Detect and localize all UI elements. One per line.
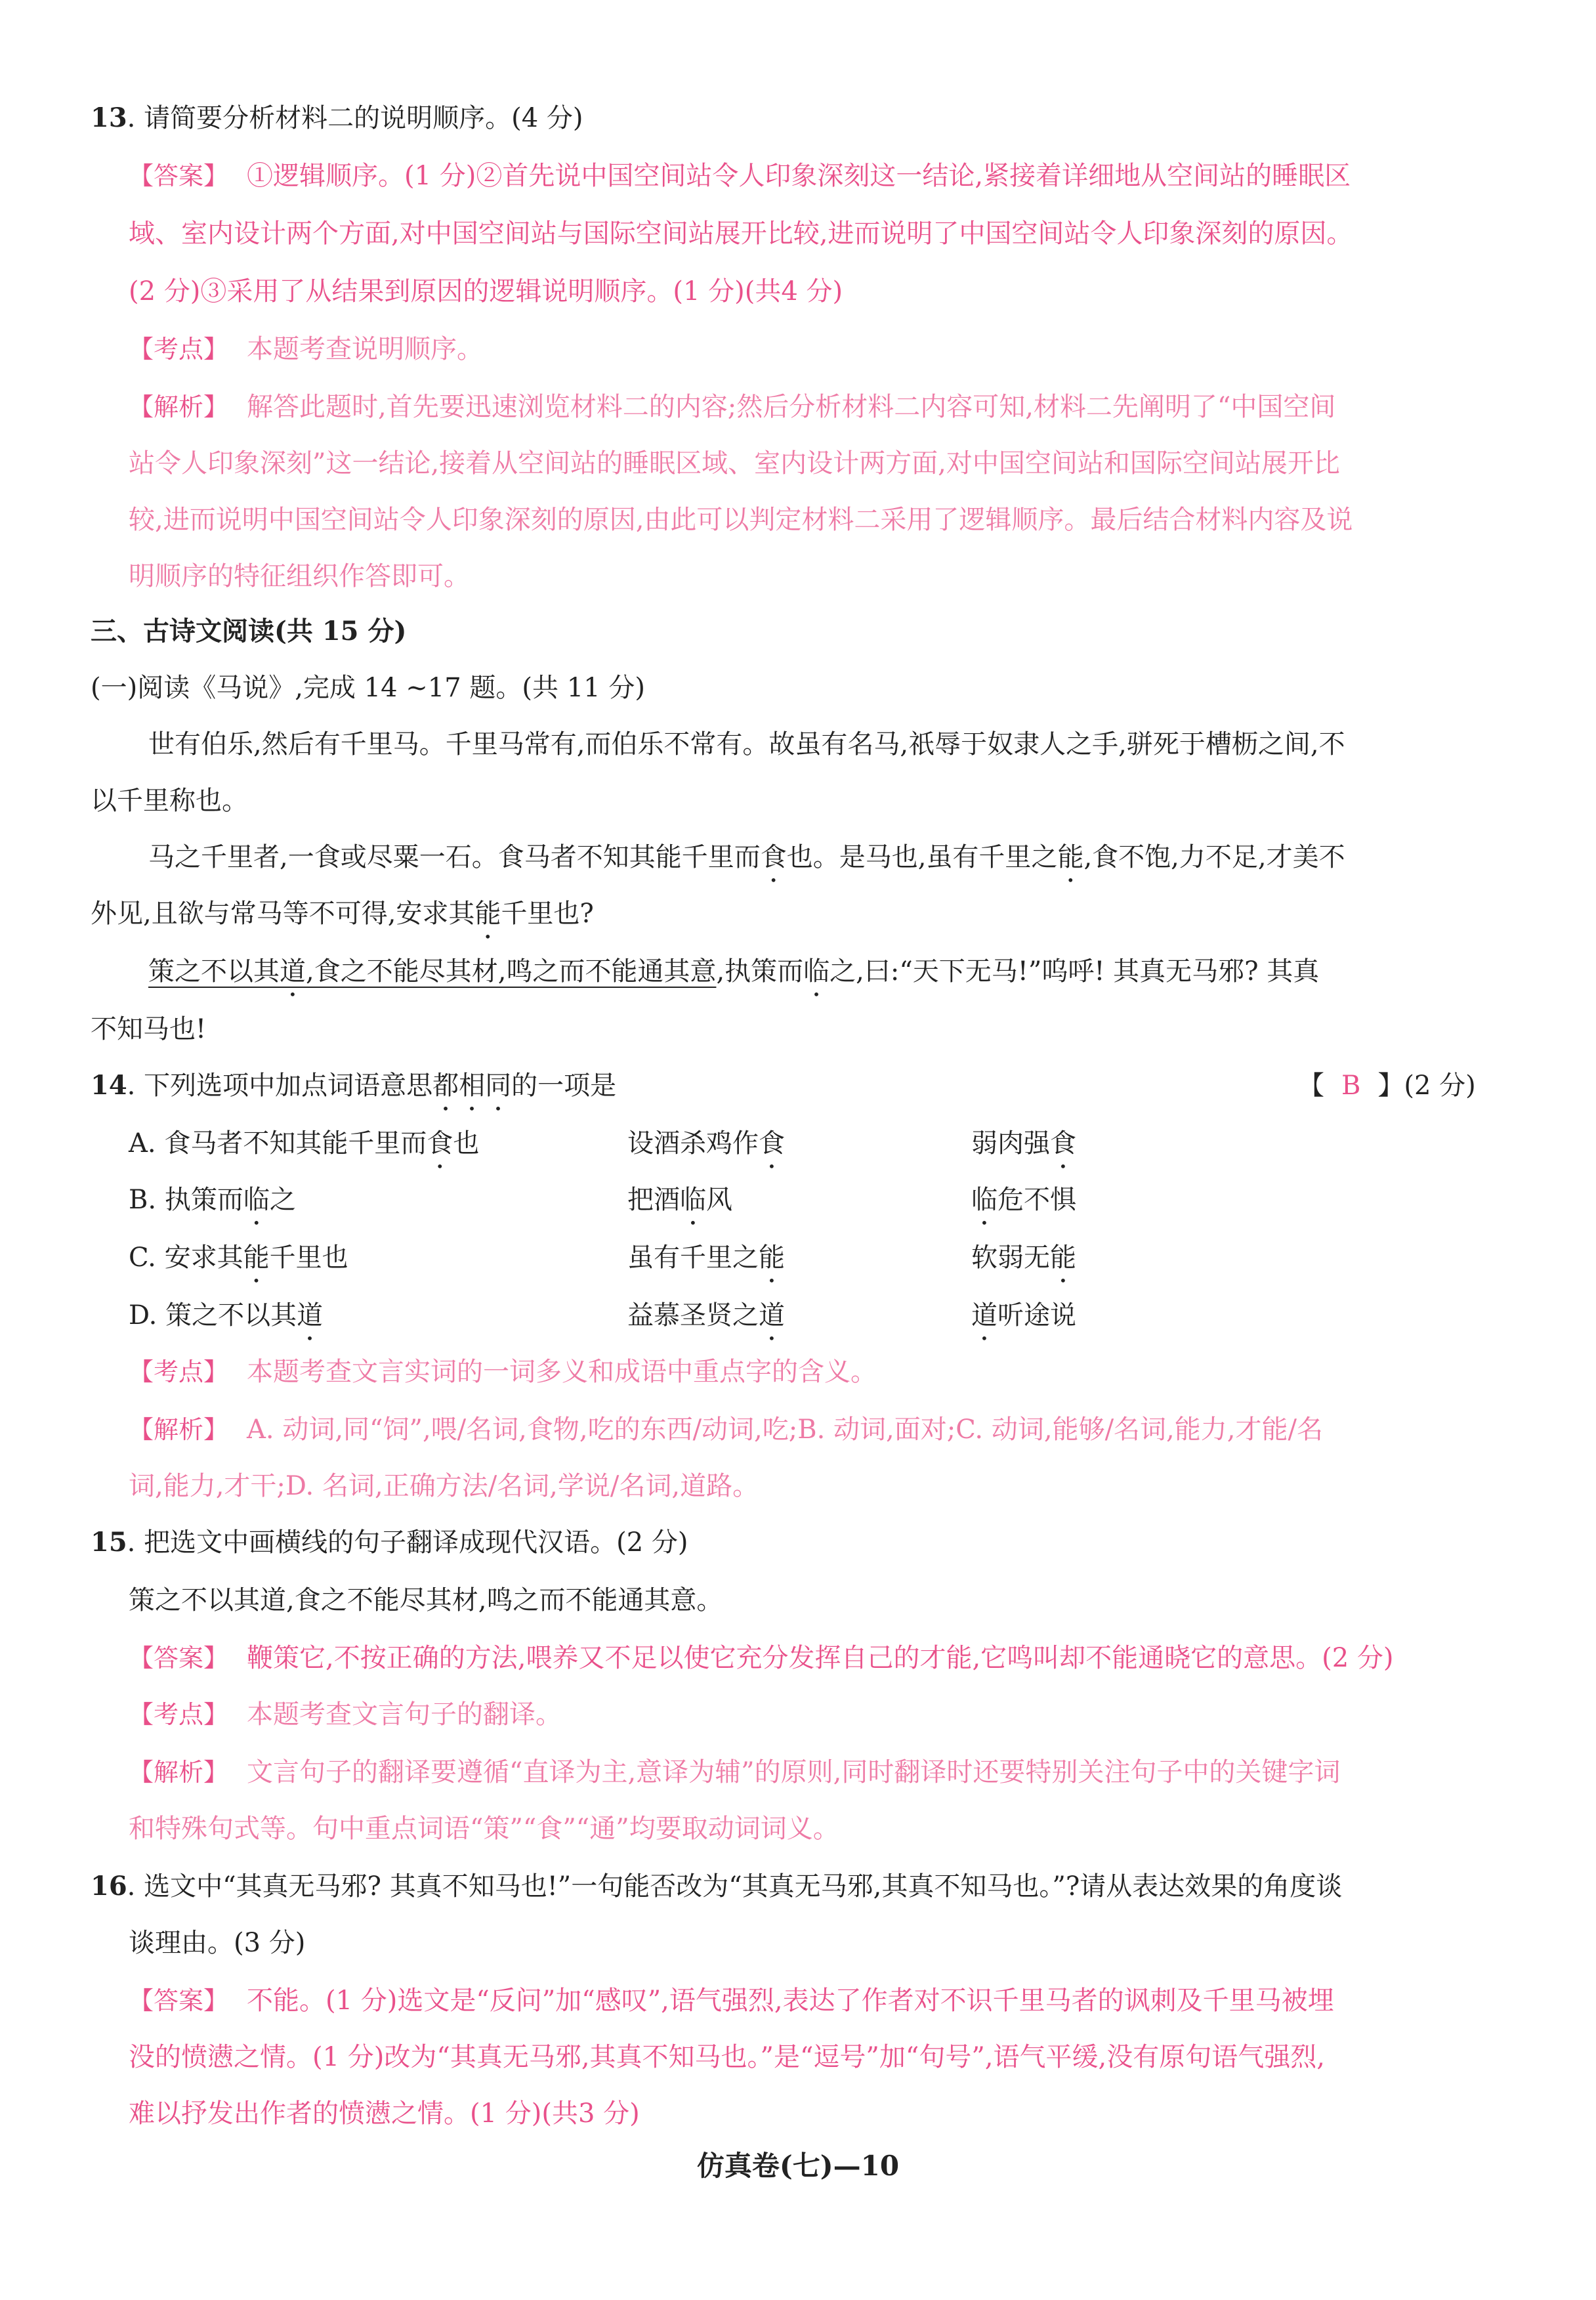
dotted-word: 临 <box>243 1185 270 1215</box>
dotted-word: 食 <box>759 1128 785 1159</box>
point-text: 本题考查文言句子的翻译。 <box>247 1699 562 1730</box>
text-segment: 也 <box>453 1128 480 1159</box>
q14-number: 14 <box>91 1070 127 1101</box>
q14-option-b-item-3 <box>971 1182 1076 1231</box>
text-segment: 听途说 <box>998 1300 1076 1331</box>
text-segment: ,食不饱,力不足,才美不 <box>1083 842 1345 872</box>
q16-question-line-2: 谈理由。(3 分) <box>129 1928 306 1958</box>
analysis-text: A. 动词,同“饲”,喂/名词,食物,吃的东西/动词,吃;B. 动词,面对;C. 动词,能够/名词,能力,才能/名 <box>247 1415 1323 1445</box>
dotted-word: 能 <box>1057 842 1084 872</box>
answer-tag: 【答案】 <box>129 1644 229 1672</box>
text-segment: 策之不以其 <box>148 956 280 987</box>
q13-analysis-line-1 <box>129 389 1335 425</box>
q14-option-d-item-2 <box>627 1297 785 1346</box>
q13-point <box>129 331 483 368</box>
passage-p3-line1 <box>148 953 1319 1002</box>
dotted-word: 能 <box>474 899 501 929</box>
q14-option-d-item-3 <box>971 1297 1076 1346</box>
text-segment: D. 策之不以其 <box>129 1300 297 1331</box>
q15-question <box>91 1524 688 1561</box>
answer-text: 鞭策它,不按正确的方法,喂养又不足以使它充分发挥自己的才能,它鸣叫却不能通晓它的意思。(2 分) <box>247 1643 1394 1673</box>
answer-text: ①逻辑顺序。(1 分)②首先说中国空间站令人印象深刻这一结论,紧接着详细地从空间站的睡眠区 <box>247 161 1351 191</box>
point-tag: 【考点】 <box>129 1700 229 1729</box>
point-tag: 【考点】 <box>129 1357 229 1386</box>
q14-option-b-item-1 <box>129 1182 296 1231</box>
q14-point <box>129 1353 877 1390</box>
text-segment: 风 <box>706 1185 732 1215</box>
q15-analysis-line-2: 和特殊句式等。句中重点词语“策”“食”“通”均要取动词词义。 <box>129 1814 839 1844</box>
underlined-sentence <box>148 956 716 987</box>
text-segment: 千里也? <box>501 899 594 929</box>
text-segment: 设酒杀鸡作 <box>627 1128 759 1159</box>
q14-answer-letter: B <box>1341 1071 1361 1101</box>
q14-option-a-item-2 <box>627 1125 785 1174</box>
text-segment: 危不惧 <box>998 1185 1076 1215</box>
q14-option-a-item-3 <box>971 1125 1076 1174</box>
point-text: 本题考查文言实词的一词多义和成语中重点字的含义。 <box>247 1357 877 1387</box>
dotted-word: 食 <box>427 1128 453 1159</box>
text-segment: 虽有千里之 <box>627 1243 759 1273</box>
analysis-tag: 【解析】 <box>129 1758 229 1787</box>
q13-answer-line-3: (2 分)③采用了从结果到原因的逻辑说明顺序。(1 分)(共4 分) <box>129 276 843 307</box>
text-segment: C. 安求其 <box>129 1243 243 1273</box>
answer-tag: 【答案】 <box>129 1986 229 2015</box>
q14-option-d-item-1 <box>129 1297 323 1346</box>
q15-answer <box>129 1640 1394 1676</box>
passage-p1-line2: 以千里称也。 <box>91 786 248 816</box>
text-segment: 千里也 <box>269 1243 348 1273</box>
dotted-word: 都相同 <box>432 1071 512 1101</box>
text-segment: ,食之不能尽其材,鸣之而不能通其意 <box>306 956 717 987</box>
q14-option-c-item-3 <box>971 1239 1076 1288</box>
text-segment: ,执策而 <box>716 956 804 987</box>
q16-question-text: . 选文中“其真无马邪? 其真不知马也!”一句能否改为“其真无马邪,其真不知马也。”?请从表达效果的角度谈 <box>127 1871 1343 1902</box>
q14-question <box>91 1067 616 1117</box>
q13-question <box>91 100 583 137</box>
q15-analysis-line-1 <box>129 1754 1340 1791</box>
dotted-word: 临 <box>803 956 830 987</box>
text-segment: 软弱无 <box>971 1243 1050 1273</box>
dotted-word: 道 <box>280 956 306 987</box>
q15-question-text: . 把选文中画横线的句子翻译成现代汉语。(2 分) <box>127 1527 688 1558</box>
text-segment: 益慕圣贤之 <box>627 1300 759 1331</box>
dotted-word: 能 <box>1050 1243 1076 1273</box>
dotted-word: 食 <box>1050 1128 1076 1159</box>
point-text: 本题考查说明顺序。 <box>247 334 484 364</box>
q14-option-a-item-1 <box>129 1125 479 1174</box>
q16-answer-line-3: 难以抒发出作者的愤懑之情。(1 分)(共3 分) <box>129 2098 640 2129</box>
q13-number: 13 <box>91 102 127 133</box>
dotted-word: 临 <box>680 1185 706 1215</box>
analysis-tag: 【解析】 <box>129 393 229 421</box>
passage-p3-line2: 不知马也! <box>91 1014 207 1044</box>
text-segment: 的一项是 <box>511 1071 617 1101</box>
q13-analysis-line-4: 明顺序的特征组织作答即可。 <box>129 561 470 591</box>
point-tag: 【考点】 <box>129 335 229 364</box>
page-footer: 仿真卷(七)—10 <box>696 2150 900 2182</box>
text-segment: 把酒 <box>627 1185 680 1215</box>
dotted-word: 能 <box>243 1243 270 1273</box>
text-segment: . 下列选项中加点词语意思 <box>127 1071 433 1101</box>
text-segment: A. 食马者不知其能千里而 <box>129 1128 427 1159</box>
dotted-word: 临 <box>971 1185 998 1215</box>
q13-analysis-line-3: 较,进而说明中国空间站令人印象深刻的原因,由此可以判定材料二采用了逻辑顺序。最后结合材料内容及说 <box>129 505 1353 535</box>
answer-tag: 【答案】 <box>129 161 229 190</box>
dotted-word: 食 <box>760 842 787 872</box>
q14-answer-box <box>1298 1067 1476 1104</box>
q16-answer-line-2: 没的愤懑之情。(1 分)改为“其真无马邪,其真不知马也。”是“逗号”加“句号”,语气平缓,没有原句语气强烈, <box>129 2042 1325 2072</box>
dotted-word: 道 <box>971 1300 998 1331</box>
analysis-text: 解答此题时,首先要迅速浏览材料二的内容;然后分析材料二内容可知,材料二先阐明了“中国空间 <box>247 392 1336 422</box>
analysis-tag: 【解析】 <box>129 1415 229 1444</box>
text-segment: 马之千里者,一食或尽粟一石。食马者不知其能千里而 <box>148 842 761 872</box>
section3-sub: (一)阅读《马说》,完成 14 ~17 题。(共 11 分) <box>91 673 645 703</box>
q14-analysis-line-2: 词,能力,才干;D. 名词,正确方法/名词,学说/名词,道路。 <box>129 1471 759 1501</box>
text-segment: B. 执策而 <box>129 1185 243 1215</box>
dotted-word: 道 <box>759 1300 785 1331</box>
bracket-close: 】(2 分) <box>1377 1071 1476 1101</box>
text-segment: 也。是马也,虽有千里之 <box>786 842 1058 872</box>
q14-analysis-line-1 <box>129 1411 1323 1448</box>
bracket-open: 【 <box>1298 1071 1324 1101</box>
q13-analysis-line-2: 站令人印象深刻”这一结论,接着从空间站的睡眠区域、室内设计两方面,对中国空间站和国际空间站展开比 <box>129 448 1340 479</box>
q13-answer-line-2: 域、室内设计两个方面,对中国空间站与国际空间站展开比较,进而说明了中国空间站令人印象深刻的原因。 <box>129 219 1353 249</box>
q16-number: 16 <box>91 1871 127 1902</box>
q13-answer-line-1 <box>129 158 1351 194</box>
q15-number: 15 <box>91 1527 127 1558</box>
q15-sentence: 策之不以其道,食之不能尽其材,鸣之而不能通其意。 <box>129 1585 723 1615</box>
text-segment: 弱肉强 <box>971 1128 1050 1159</box>
text-segment: 之 <box>269 1185 296 1215</box>
q14-option-c-item-1 <box>129 1239 348 1288</box>
answer-text: 不能。(1 分)选文是“反问”加“感叹”,语气强烈,表达了作者对不识千里马者的讽刺及千里马被埋 <box>247 1986 1334 2016</box>
passage-p1-line1: 世有伯乐,然后有千里马。千里马常有,而伯乐不常有。故虽有名马,祇辱于奴隶人之手,骈死于槽枥之间,不 <box>148 729 1345 759</box>
q15-point <box>129 1696 562 1733</box>
passage-p2-line1 <box>148 839 1345 888</box>
q14-option-c-item-2 <box>627 1239 785 1288</box>
q13-question-text: . 请简要分析材料二的说明顺序。(4 分) <box>127 103 583 133</box>
section3-title: 三、古诗文阅读(共 15 分) <box>91 616 407 647</box>
q16-answer-line-1 <box>129 1982 1334 2019</box>
dotted-word: 道 <box>297 1300 324 1331</box>
analysis-text: 文言句子的翻译要遵循“直译为主,意译为辅”的原则,同时翻译时还要特别关注句子中的关键字词 <box>247 1757 1341 1787</box>
text-segment: 之,曰:“天下无马!”呜呼! 其真无马邪? 其真 <box>830 956 1320 987</box>
passage-p2-line2 <box>91 895 594 945</box>
text-segment: 外见,且欲与常马等不可得,安求其 <box>91 899 475 929</box>
q14-option-b-item-2 <box>627 1182 732 1231</box>
q16-question-line-1 <box>91 1868 1342 1905</box>
dotted-word: 能 <box>759 1243 785 1273</box>
